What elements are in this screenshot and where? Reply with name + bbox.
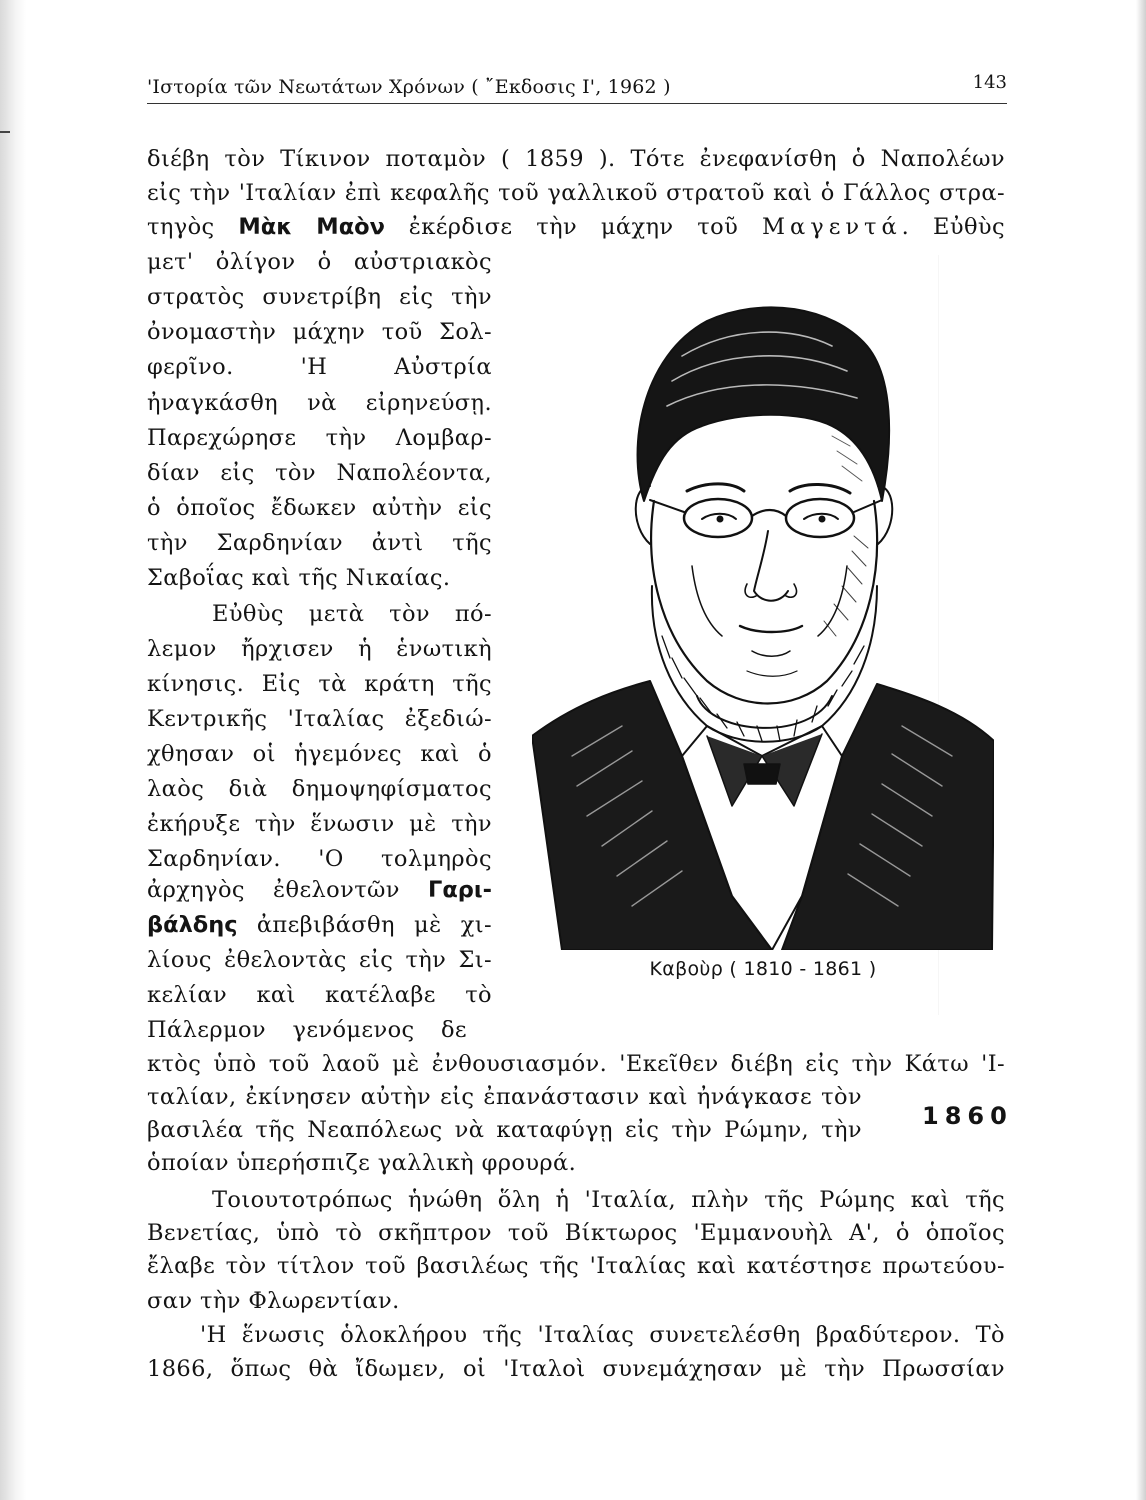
text-line: στρατὸς συνετρίβη εἰς τὴν: [147, 284, 492, 310]
text-line: τηγὸς Μὰκ Μαὸν ἐκέρδισε τὴν μάχην τοῦ Μαγεντά. Εὐθὺς: [147, 214, 1005, 240]
text-line: κτὸς ὑπὸ τοῦ λαοῦ μὲ ἐνθουσιασμόν. 'Εκεῖθεν διέβη εἰς τὴν Κάτω 'Ι-: [147, 1051, 1005, 1077]
text-line: λεμον ἤρχισεν ἡ ἑνωτικὴ: [147, 636, 492, 662]
header-rule: [147, 103, 1007, 104]
text-line: Τοιουτοτρόπως ἡνώθη ὅλη ἡ 'Ιταλία, πλὴν τῆς Ρώμης καὶ τῆς: [212, 1187, 1005, 1213]
text-line: κελίαν καὶ κατέλαβε τὸ: [147, 982, 492, 1008]
text-line: Κεντρικῆς 'Ιταλίας ἐξεδιώ-: [147, 706, 492, 732]
text-line: Πάλερμον γενόμενος δε: [147, 1017, 467, 1043]
text-line: ὁποίαν ὑπερήσπιζε γαλλικὴ φρουρά.: [147, 1150, 577, 1176]
text-line: Σαβοΐας καὶ τῆς Νικαίας.: [147, 565, 451, 591]
text-line: ἠναγκάσθη νὰ εἰρηνεύσῃ.: [147, 390, 492, 416]
portrait-cavour: [532, 286, 994, 950]
scan-shadow-right: [1136, 0, 1146, 1500]
text-line: βάλδης ἀπεβιβάσθη μὲ χι-: [147, 912, 492, 938]
text-line: ἐκήρυξε τὴν ἕνωσιν μὲ τὴν: [147, 811, 492, 837]
text-line: ἀρχηγὸς ἐθελοντῶν Γαρι-: [147, 877, 492, 903]
text-line: 1866, ὅπως θὰ ἴδωμεν, οἱ 'Ιταλοὶ συνεμάχησαν μὲ τὴν Πρωσσίαν: [147, 1356, 1005, 1382]
running-head: [147, 72, 1007, 104]
running-title: 'Ιστορία τῶν Νεωτάτων Χρόνων ( ῎Εκδοσις Ι', 1962 ): [147, 76, 671, 98]
text-line: διέβη τὸν Τίκινον ποταμὸν ( 1859 ). Τότε ἐνεφανίσθη ὁ Ναπολέων: [147, 146, 1005, 172]
text-line: ὀνομαστὴν μάχην τοῦ Σολ-: [147, 319, 492, 345]
name-garibaldi-cont: βάλδης: [147, 912, 238, 938]
text-line: σαν τὴν Φλωρεντίαν.: [147, 1288, 400, 1314]
text-line: Σαρδηνίαν. 'Ο τολμηρὸς: [147, 846, 492, 872]
text-line: λαὸς διὰ δημοψηφίσματος: [147, 776, 492, 802]
text-line: φερῖνο. 'Η Αὐστρία: [147, 354, 492, 380]
margin-mark: [0, 131, 10, 133]
scan-shadow-left: [0, 0, 26, 1500]
text-line: βασιλέα τῆς Νεαπόλεως νὰ καταφύγῃ εἰς τὴν Ρώμην, τὴν: [147, 1117, 862, 1143]
figure-caption: Καβοὺρ ( 1810 - 1861 ): [649, 958, 877, 980]
text-line: χθησαν οἱ ἡγεμόνες καὶ ὁ: [147, 741, 492, 767]
text-line: Βενετίας, ὑπὸ τὸ σκῆπτρον τοῦ Βίκτωρος 'Εμμανουὴλ Α', ὁ ὁποῖος: [147, 1220, 1005, 1246]
text-line: λίους ἐθελοντὰς εἰς τὴν Σι-: [147, 947, 492, 973]
text-line: 'Η ἕνωσις ὁλοκλήρου τῆς 'Ιταλίας συνετελέσθη βραδύτερον. Τὸ: [200, 1322, 1005, 1348]
text-line: μετ' ὀλίγον ὁ αὐστριακὸς: [147, 249, 492, 275]
name-garibaldi: Γαρι-: [427, 877, 492, 903]
name-mac-mahon: Μὰκ Μαὸν: [238, 214, 385, 240]
text-line: Εὐθὺς μετὰ τὸν πό-: [212, 601, 492, 627]
text-line: ταλίαν, ἐκίνησεν αὐτὴν εἰς ἐπανάστασιν καὶ ἠνάγκασε τὸν: [147, 1084, 862, 1110]
text-line: εἰς τὴν 'Ιταλίαν ἐπὶ κεφαλῆς τοῦ γαλλικοῦ στρατοῦ καὶ ὁ Γάλλος στρα-: [147, 180, 1005, 206]
text-line: ὁ ὁποῖος ἔδωκεν αὐτὴν εἰς: [147, 495, 492, 521]
margin-year: 1860: [922, 1102, 1013, 1130]
text-line: ἔλαβε τὸν τίτλον τοῦ βασιλέως τῆς 'Ιταλίας καὶ κατέστησε πρωτεύου-: [147, 1253, 1005, 1279]
place-magenta: Μαγεντά: [762, 214, 902, 240]
text-line: δίαν εἰς τὸν Ναπολέοντα,: [147, 460, 492, 486]
text-line: κίνησις. Εἰς τὰ κράτη τῆς: [147, 671, 492, 697]
page-number: 143: [972, 72, 1007, 93]
text-line: Παρεχώρησε τὴν Λομβαρ-: [147, 425, 492, 451]
text-line: τὴν Σαρδηνίαν ἀντὶ τῆς: [147, 530, 492, 556]
